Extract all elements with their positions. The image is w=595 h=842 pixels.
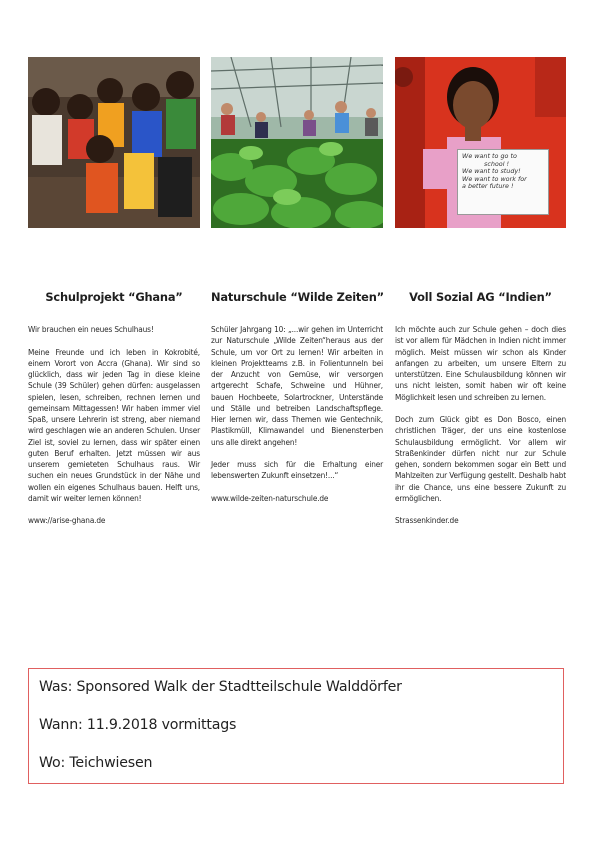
column-ghana — [28, 286, 200, 538]
children-ghana-image — [28, 57, 200, 228]
sign-line: a better future ! — [462, 182, 514, 191]
sign-line: We want to study! — [462, 167, 521, 176]
column-india — [395, 286, 566, 538]
event-where: Wo: Teichwiesen — [39, 755, 153, 771]
photo-greenhouse — [211, 57, 383, 228]
column-paragraph: Jeder muss sich für die Erhaltung einer lebenswerten Zukunft einsetzen!...“ — [211, 459, 383, 481]
column-wilde-zeiten — [211, 286, 383, 515]
photo-girl-with-sign — [395, 57, 566, 228]
photo-children-ghana — [28, 57, 200, 228]
column-paragraph: Wir brauchen ein neues Schulhaus! — [28, 324, 154, 334]
column-paragraph: Schüler Jahrgang 10: „...wir gehen im Unterricht zur Naturschule „Wilde Zeiten“heraus aus der Schule, um vor Ort zu lernen! Wir arbeiten in kleinen Projektteams z.B. in Folientunneln bei der Anzucht von Gemüse, wir versorgen artgerecht Schafe, Schweine und Hühner, bauen Hochbeete, Solartrockner, Unterstände und Ställe und betreiben Landschaftspflege. Hier lernen wir, dass Themen wie Gentechnik, Plastikmüll, Klimawandel und Bienensterben uns alle direkt angehen! — [211, 324, 383, 447]
column-link: www.wilde-zeiten-naturschule.de — [211, 492, 329, 503]
greenhouse-image — [211, 57, 383, 228]
sign-line: We want to go to — [462, 152, 517, 160]
column-title: Schulprojekt “Ghana” — [45, 290, 183, 304]
sign-line: school ! — [484, 159, 510, 168]
sign-line: We want to work for — [462, 174, 527, 183]
event-when: Wann: 11.9.2018 vormittags — [39, 717, 237, 733]
column-paragraph: Meine Freunde und ich leben in Kokrobité, einem Vorort von Accra (Ghana). Wir sind so glücklich, dass wir jeden Tag in diese kleine Schule (39 Schüler) gehen dürfen: ausgelassen spielen, lesen, schreiben, rechnen lernen und gemeinsam Mittagessen! Wir haben immer viel Spaß, unsere Lehrerin ist streng, aber niemand wird geschlagen wie an anderen Schulen. Unser Ziel ist, soviel zu lernen, dass wir später einen guten Beruf erhalten. Jetzt müssen wir aus unserem gemieteten Schulhaus raus. Wir suchen ein neues Grundstück in der Nähe und wollen ein eigenes Schulhaus bauen. Helft uns, damit wir weiter lernen können! — [28, 346, 200, 503]
handwritten-sign — [457, 149, 549, 215]
column-paragraph: Doch zum Glück gibt es Don Bosco, einen christlichen Träger, der uns eine kostenlose Schulausbildung ermöglicht. Vor allem wir Straßenkinder dürfen nicht nur zur Schule gehen, sondern bekommen sogar ein Bett und Mahlzeiten zur Verfügung gestellt. Deshalb habt ihr die Chance, uns eine bessere Zukunft zu ermöglichen. — [395, 414, 566, 503]
event-info-box — [28, 668, 564, 784]
column-link: Strassenkinder.de — [395, 515, 459, 526]
column-title: Naturschule “Wilde Zeiten” — [211, 290, 384, 304]
column-paragraph: Ich möchte auch zur Schule gehen – doch dies ist vor allem für Mädchen in Indien nicht immer möglich. Meist müssen wir schon als Kinder anfangen zu arbeiten, um unsere Eltern zu unterstützen. Eine Schulausbildung können wir uns nicht leisten, somit haben wir oft keine Möglichkeit lesen und schreiben zu lernen. — [395, 324, 566, 402]
column-title: Voll Sozial AG “Indien” — [409, 290, 552, 304]
event-what: Was: Sponsored Walk der Stadtteilschule Walddörfer — [39, 679, 402, 695]
column-link: www://arise-ghana.de — [28, 515, 106, 526]
